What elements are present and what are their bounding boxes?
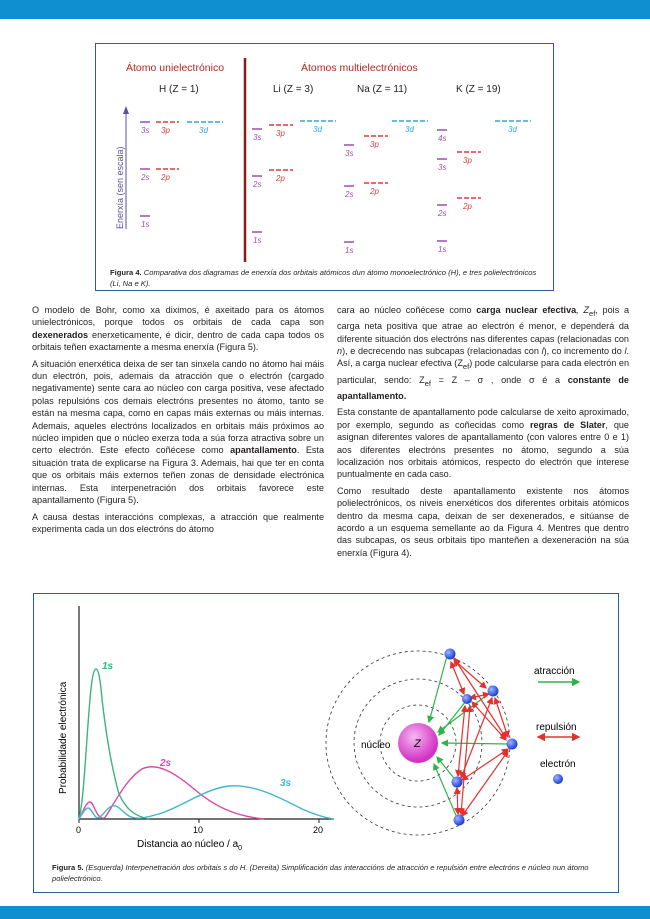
svg-text:3s: 3s — [438, 163, 447, 172]
label-3s: 3s — [280, 778, 292, 789]
y-axis-label: Probabilidade electrónica — [58, 681, 69, 794]
curve-1s — [79, 669, 149, 819]
interaction-diagram — [326, 649, 579, 836]
svg-text:2p: 2p — [276, 174, 285, 183]
paragraph: Como resultado deste apantallamento existente nos átomos polielectrónicos, os niveis enerxéticos dos diferentes orbitais atómicos dentro da mesma capa, deixan de ser dexenerados, e sitúanse de acordo a un esquema semellante ao da Figura 4. Mentres que dentro das subcapas, os seus orbitais tipo manteñen a dexeneración na súa enerxía (Figura 4). — [337, 485, 629, 558]
figure-5-caption: Figura 5. (Esquerda) Interpenetración dos orbitais s do H. (Dereita) Simplificación das interaccións de atracción e repulsión entre electróns e núcleo nun átomo polielectrónico. — [52, 863, 589, 883]
svg-text:4s: 4s — [438, 134, 447, 143]
svg-text:3d: 3d — [508, 125, 517, 134]
paragraph: A situación enerxética deixa de ser tan sinxela cando no átomo hai máis dun electrón, pois, ademais da atracción que o electrón (cargado negativamente) sente cara ao núcleo con carga positiva, vese afectado polas repulsións cos demais electróns presentes no átomo, tanto se están na mesma capa, como en capas máis externas ou máis internas. Ademais, aqueles electróns localizados en orbitais máis próximos ao núcleo impiden que o núcleo exerza toda a súa forza atractiva sobre un certo electrón. Este efecto coñécese como apantallamento. Esta situación trata de explicarse na Figura 3. Ademais, hai que ter en conta que os orbitais máis externos teñen zonas de densidade electrónica internas. Esta interpenetración dos orbitais favorece este apantallamento (Figura 5). — [32, 358, 325, 506]
x-tick-20: 20 — [313, 825, 324, 835]
x-axis-label: Distancia ao núcleo / $a_0$ — [137, 839, 243, 852]
legend-repulsion: repulsión — [536, 722, 577, 733]
right-column — [337, 304, 629, 563]
svg-text:3s: 3s — [253, 133, 262, 142]
svg-text:3d: 3d — [199, 126, 208, 135]
svg-text:2s: 2s — [141, 173, 150, 182]
svg-text:3s: 3s — [141, 126, 150, 135]
svg-text:3p: 3p — [463, 156, 472, 165]
paragraph: O modelo de Bohr, como xa diximos, é axeitado para os átomos unielectrónicos, porque todos os orbitais de cada capa son dexenerados enerxeticamente, é dicir, dentro de cada capa todos os orbitais teñen exactamente a mesma enerxía (Figura 5). — [32, 305, 324, 353]
x-tick-10: 10 — [193, 825, 204, 835]
svg-text:2p: 2p — [161, 173, 170, 182]
paragraph: cara ao núcleo coñécese como carga nuclear efectiva, $Z_{ef}$, pois a carga neta positiva que atrae ao electrón é menor, e dependerá da diferente situación dos electróns nas diferentes capas (relacionadas con n), e decrecendo nas subcapas (relacionadas con l), co incremento do l. Así, a carga nuclear efectiva $(Z_{ef})$ pode calcularse para cada electrón en particular, sendo: $Z_{ef} = Z - \sigma$ , onde σ é a constante de apantallamento. — [337, 305, 630, 401]
svg-text:1s: 1s — [345, 246, 354, 255]
legend-attraction: atracción — [534, 666, 575, 677]
x-tick-0: 0 — [76, 825, 82, 835]
k-diagram — [437, 121, 531, 254]
energy-axis-label: Enerxía (sen escala) — [115, 146, 125, 229]
svg-text:3s: 3s — [345, 149, 354, 158]
legend-electron-dot — [553, 774, 563, 784]
paragraph: A causa destas interaccións complexas, a atracción que realmente experimenta cada un dos electróns do átomo — [32, 511, 324, 534]
svg-text:2p: 2p — [463, 202, 472, 211]
na-diagram — [344, 121, 428, 255]
legend-electron: electrón — [540, 759, 576, 770]
nucleus-symbol: Z — [414, 738, 421, 750]
paragraph: Esta constante de apantallamento pode calcularse de xeito aproximado, por exemplo, segundo as coñecidas como regras de Slater, que asignan diferentes valores de apantallamento (con valores entre 0 e 1) aos diferentes electróns presentes no átomo, segundo a súa localización nos orbitais atómicos, respecto do electrón que interese puntualmente en cada caso. — [337, 407, 629, 480]
bottom-bar — [0, 906, 650, 919]
left-column — [32, 304, 324, 539]
svg-text:2s: 2s — [253, 180, 262, 189]
h-diagram — [140, 122, 223, 229]
atom-label-na: Na (Z = 11) — [357, 84, 408, 95]
curve-2s — [79, 767, 264, 819]
svg-text:2s: 2s — [345, 190, 354, 199]
header-multielectronic: Átomos multielectrónicos — [301, 62, 418, 74]
curve-3s — [79, 786, 334, 819]
svg-text:1s: 1s — [141, 220, 150, 229]
atom-label-k: K (Z = 19) — [456, 84, 501, 95]
figure-4 — [95, 43, 554, 291]
probability-plot — [58, 606, 334, 852]
svg-text:3d: 3d — [313, 125, 322, 134]
label-2s: 2s — [160, 758, 172, 769]
svg-text:3p: 3p — [161, 126, 170, 135]
svg-text:2p: 2p — [370, 187, 379, 196]
figure-4-caption: Figura 4. Comparativa dos diagramas de enerxía dos orbitais atómicos dun átomo monoelectrónico (H), e tres polielectrónicos (Li, Na e K). — [110, 268, 537, 288]
top-bar — [0, 0, 650, 19]
header-unielectronic: Átomo unielectrónico — [126, 62, 225, 74]
label-1s: 1s — [102, 661, 114, 672]
svg-text:1s: 1s — [253, 236, 262, 245]
svg-text:3d: 3d — [405, 125, 414, 134]
atom-label-h: H (Z = 1) — [159, 84, 199, 95]
atom-label-li: Li (Z = 3) — [273, 84, 314, 95]
li-diagram — [252, 121, 336, 245]
svg-text:3p: 3p — [276, 129, 285, 138]
svg-text:1s: 1s — [438, 245, 447, 254]
electrons — [445, 649, 518, 826]
svg-text:2s: 2s — [438, 209, 447, 218]
svg-text:3p: 3p — [370, 140, 379, 149]
figure-5 — [33, 593, 619, 893]
nucleus-label: núcleo — [361, 740, 391, 751]
